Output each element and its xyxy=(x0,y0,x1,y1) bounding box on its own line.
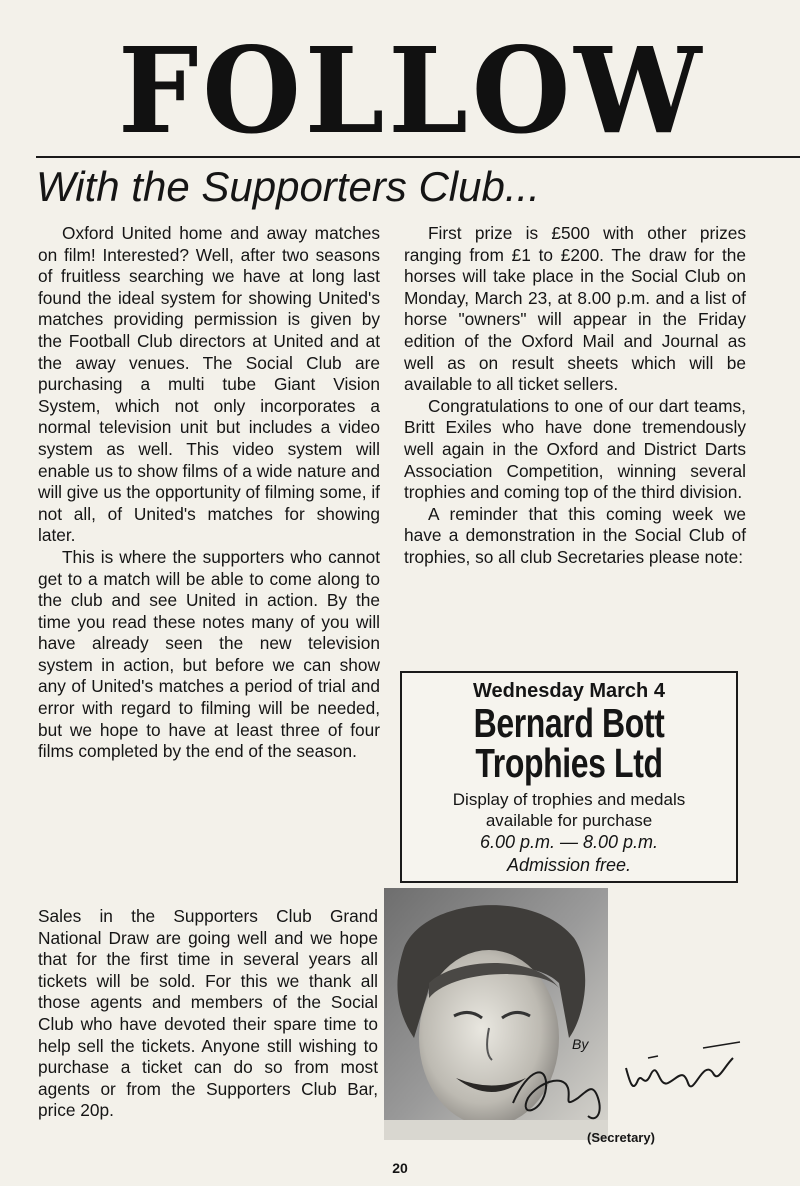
paragraph: Oxford United home and away matches on film! Interested? Well, after two seasons of fruitless searching we have at long last found the ideal system for showing United's matches providing permission is given by the Football Club directors at United and at the away venues. The Social Club are purchasing a multi tube Giant Vision System, which not only incorporates a normal television unit but includes a video system as well. This video system will enable us to show films of a wide nature and will give us the opportunity of filming some, if not all, of United's matches for showing later. xyxy=(38,223,380,546)
paragraph: First prize is £500 with other prizes ranging from £1 to £200. The draw for the horses will take place in the Social Club on Monday, March 23, at 8.00 p.m. and a list of horse "owners" will appear in the Friday edition of the Oxford Mail and Journal as well as on result sheets which will be available to all ticket sellers. xyxy=(404,223,746,395)
right-column xyxy=(404,223,746,569)
left-column xyxy=(38,223,380,763)
signature-image xyxy=(508,1028,748,1128)
page-number: 20 xyxy=(392,1160,408,1176)
paragraph: This is where the supporters who cannot get to a match will be able to come along to the club and see United in action. By the time you read these notes many of you will have already seen the new television system in action, but before we can show any of United's matches a period of trial and error with regard to filming will be needed, but we hope to have at least three of four films completed by the end of the season. xyxy=(38,546,380,762)
headline: FOLLOW xyxy=(118,38,706,143)
paragraph: Sales in the Supporters Club Grand National Draw are going well and we hope that for the first time in several years all tickets will be sold. For this we thank all those agents and members of the Social Club who have devoted their spare time to help sell the tickets. Anyone still wishing to purchase a ticket can do so from most agents or from the Supporters Club Bar, price 20p. xyxy=(38,906,378,1121)
advert-company-line2: Trophies Ltd xyxy=(475,740,663,786)
trophies-advert xyxy=(400,671,738,883)
advert-date: Wednesday March 4 xyxy=(473,680,665,702)
advert-availability: available for purchase xyxy=(485,811,653,830)
headline-area xyxy=(118,38,758,143)
paragraph: A reminder that this coming week we have a demonstration in the Social Club of trophies, so all club Secretaries please note: xyxy=(404,503,746,567)
byline-by: By xyxy=(572,1036,589,1052)
left-column-lower xyxy=(38,906,378,1122)
paragraph: Congratulations to one of our dart teams, Britt Exiles who have done tremendously well again in the Oxford and District Darts Association Competition, winning several trophies and coming top of the third division. xyxy=(404,395,746,503)
subheading: With the Supporters Club... xyxy=(36,163,540,210)
advert-time: 6.00 p.m. — 8.00 p.m. xyxy=(479,832,659,852)
advert-company-line1: Bernard Bott xyxy=(473,700,665,746)
title-rule xyxy=(36,156,800,158)
advert-description: Display of trophies and medals xyxy=(452,790,686,809)
advert-admission: Admission free. xyxy=(506,855,632,875)
byline-role: (Secretary) xyxy=(587,1130,655,1145)
